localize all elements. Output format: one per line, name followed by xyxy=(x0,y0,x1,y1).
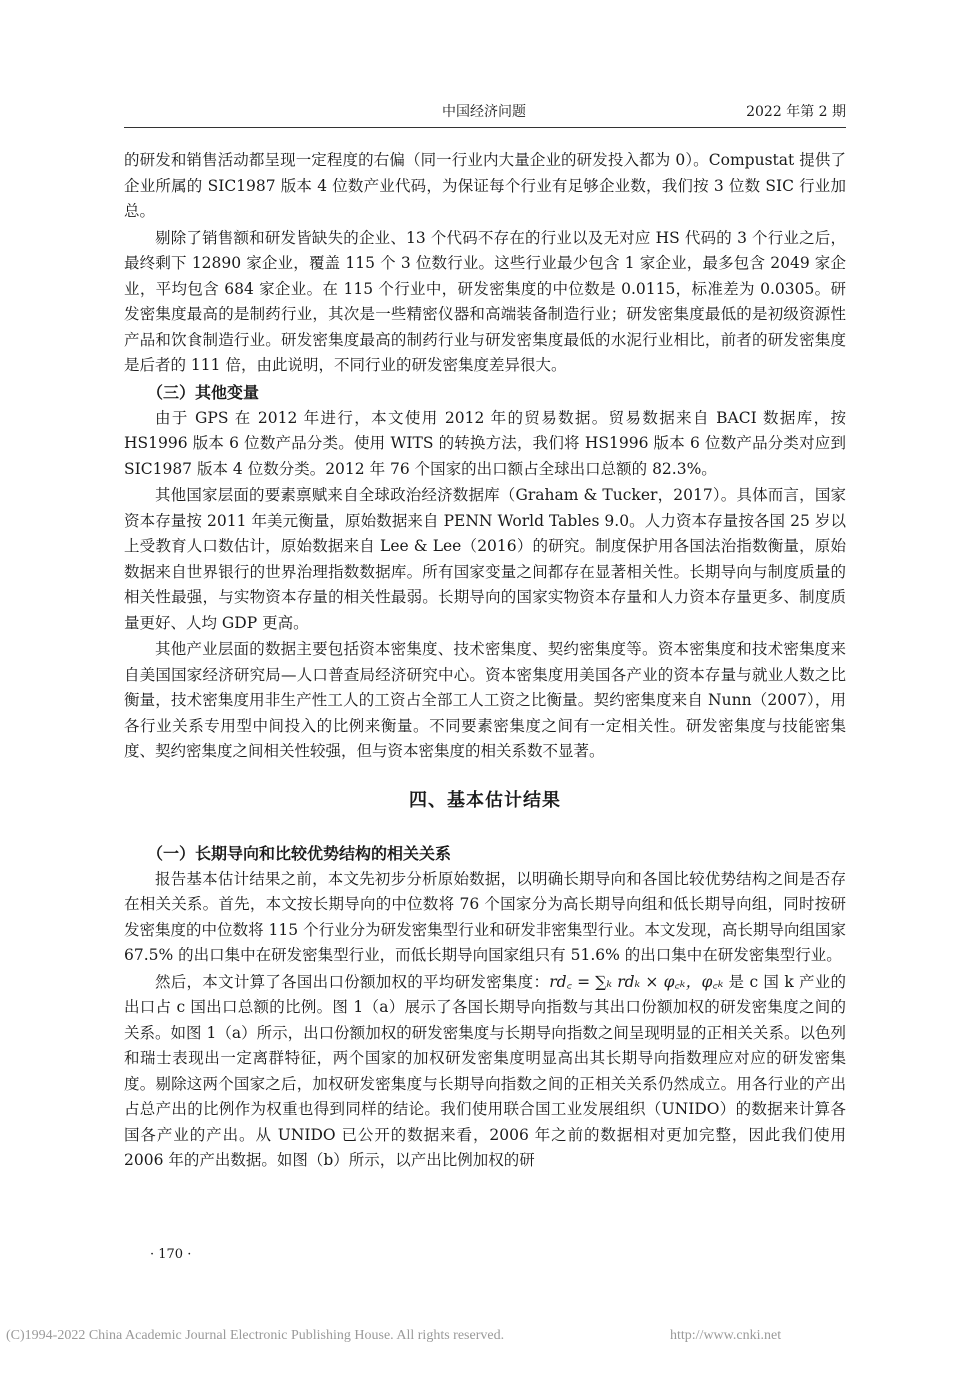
paragraph-weighted-rd xyxy=(124,970,846,1174)
cnki-url: http://www.cnki.net xyxy=(670,1328,782,1343)
journal-title: 中国经济问题 xyxy=(442,104,526,120)
subsection-heading-correlation: （一）长期导向和比较优势结构的相关关系 xyxy=(147,843,452,863)
weighted-rd-formula: rd꜀ = ∑ₖ rdₖ × φ꜀ₖ，φ꜀ₖ xyxy=(549,972,724,991)
paragraph-continued: 的研发和销售活动都呈现一定程度的右偏（同一行业内大量企业的研发投入都为 0）。Compustat 提供了企业所属的 SIC1987 版本 4 位数产业代码，为保证每个行业有足够企业数，我们按 3 位数 SIC 行业加总。 xyxy=(124,151,846,220)
paragraph-rest: 是 c 国 k 产业的出口占 c 国出口总额的比例。图 1（a）展示了各国长期导向指数与其出口份额加权的研发密集度之间的关系。如图 1（a）所示，出口份额加权的研发密集度与长期导向指数之间呈现明显的正相关关系。以色列和瑞士表现出一定离群特征，两个国家的加权研发密集度明显高出其长期导向指数理应对应的研发密集度。剔除这两个国家之后，加权研发密集度与长期导向指数之间的正相关关系仍然成立。用各行业的产出占总产出的比例作为权重也得到同样的结论。我们使用联合国工业发展组织（UNIDO）的数据来计算各国各产业的产出。从 UNIDO 已公开的数据来看，2006 年之前的数据相对更加完整，因此我们使用 2006 年的产出数据。如图（b）所示，以产出比例加权的研 xyxy=(124,972,846,1169)
section-heading-basic-results: 四、基本估计结果 xyxy=(409,789,561,811)
paragraph-country-variables: 其他国家层面的要素禀赋来自全球政治经济数据库（Graham & Tucker，2017）。具体而言，国家资本存量按 2011 年美元衡量，原始数据来自 PENN World Tables 9.0。人力资本存量按各国 25 岁以上受教育人口数估计，原始数据来自 Lee & Lee（2016）的研究。制度保护用各国法治指数衡量，原始数据来自世界银行的世界治理指数数据库。所有国家变量之间都存在显著相关性。长期导向与制度质量的相关性最强，与实物资本存量的相关性最弱。长期导向的国家实物资本存量和人力资本存量更多、制度质量更好、人均 GDP 更高。 xyxy=(124,486,846,632)
issue-label: 2022 年第 2 期 xyxy=(746,104,846,120)
subsection-heading-other-variables: （三）其他变量 xyxy=(147,382,260,402)
paragraph-lead: 然后，本文计算了各国出口份额加权的平均研发密集度： xyxy=(155,972,550,991)
copyright-notice: (C)1994-2022 China Academic Journal Electronic Publishing House. All rights reserved. xyxy=(6,1328,505,1343)
header-rule xyxy=(124,127,846,128)
running-header xyxy=(124,101,846,127)
paragraph-grouping: 报告基本估计结果之前，本文先初步分析原始数据，以明确长期导向和各国比较优势结构之间是否存在相关关系。首先，本文按长期导向的中位数将 76 个国家分为高长期导向组和低长期导向组，同时按研发密集度的中位数将 115 个行业分为研发密集型行业和研发非密集型行业。本文发现，高长期导向组国家 67.5% 的出口集中在研发密集型行业，而低长期导向国家组只有 51.6% 的出口集中在研发密集型行业。 xyxy=(124,869,846,964)
paragraph-sample-description: 剔除了销售额和研发皆缺失的企业、13 个代码不存在的行业以及无对应 HS 代码的 3 个行业之后，最终剩下 12890 家企业，覆盖 115 个 3 位数行业。这些行业最少包含 1 家企业，最多包含 2049 家企业，平均包含 684 家企业。在 115 个行业中，研发密集度的中位数是 0.0115，标准差为 0.0305。研发密集度最高的是制药行业，其次是一些精密仪器和高端装备制造行业；研发密集度最低的是初级资源性产品和饮食制造行业。研发密集度最高的制药行业与研发密集度最低的水泥行业相比，前者的研发密集度是后者的 111 倍，由此说明，不同行业的研发密集度差异很大。 xyxy=(124,228,846,374)
paragraph-industry-variables: 其他产业层面的数据主要包括资本密集度、技术密集度、契约密集度等。资本密集度和技术密集度来自美国国家经济研究局—人口普查局经济研究中心。资本密集度用美国各产业的资本存量与就业人数之比衡量，技术密集度用非生产性工人的工资占全部工人工资之比衡量。契约密集度来自 Nunn（2007），用各行业关系专用型中间投入的比例来衡量。不同要素密集度之间有一定相关性。研发密集度与技能密集度、契约密集度之间相关性较强，但与资本密集度的相关系数不显著。 xyxy=(124,640,846,760)
paragraph-trade-data: 由于 GPS 在 2012 年进行，本文使用 2012 年的贸易数据。贸易数据来自 BACI 数据库，按 HS1996 版本 6 位数产品分类。使用 WITS 的转换方法，我们将 HS1996 版本 6 位数产品分类对应到 SIC1987 版本 4 位数分类。2012 年 76 个国家的出口额占全球出口总额的 82.3%。 xyxy=(124,408,846,478)
page-number: · 170 · xyxy=(150,1247,192,1262)
article-body xyxy=(124,148,846,1175)
